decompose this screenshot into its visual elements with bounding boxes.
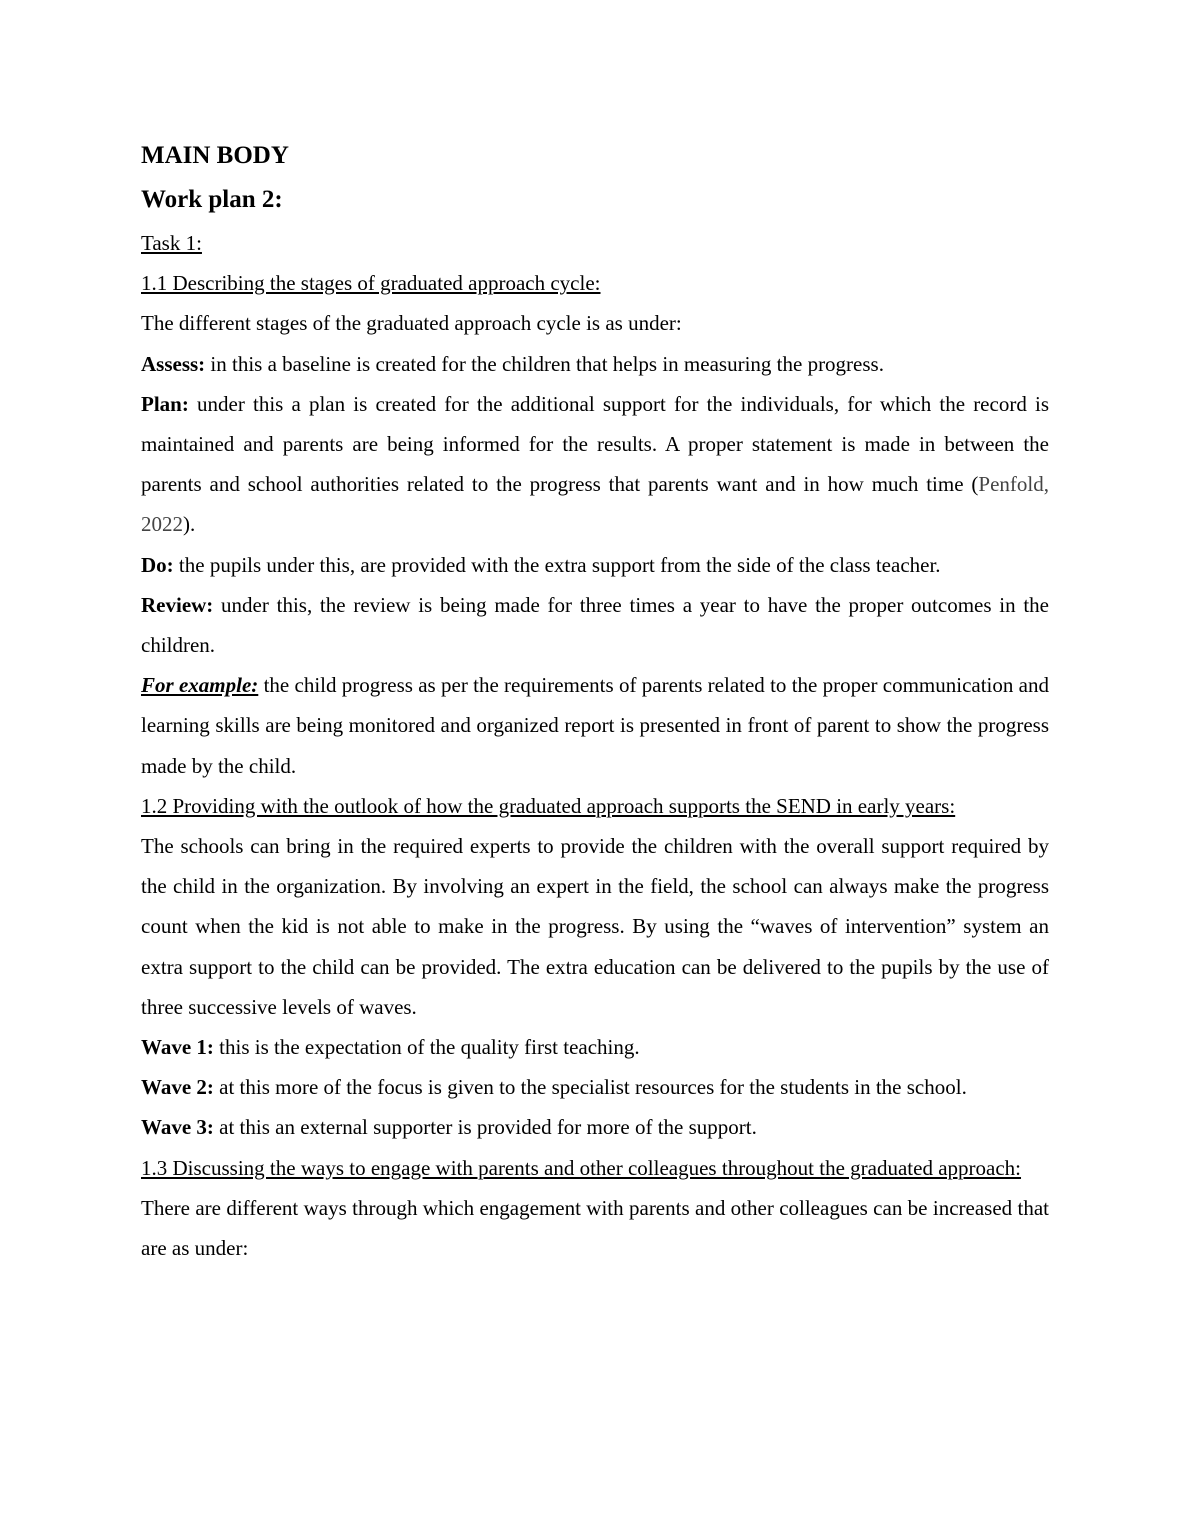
section-1-3-heading (141, 1148, 1049, 1188)
review-label: Review: (141, 592, 214, 617)
task-heading-text: Task 1: (141, 231, 202, 255)
section-1-3-heading-text: 1.3 Discussing the ways to engage with parents and other colleagues throughout the graduated approach: (141, 1155, 1022, 1180)
example-label: For example: (141, 673, 259, 698)
do-label: Do: (141, 552, 174, 577)
assess-paragraph (141, 344, 1049, 384)
section-1-1-heading-text: 1.1 Describing the stages of graduated approach cycle: (141, 271, 601, 296)
wave-3-label: Wave 3: (141, 1115, 214, 1140)
section-1-1-heading (141, 263, 1049, 303)
example-paragraph (141, 665, 1049, 786)
section-1-2-heading (141, 786, 1049, 826)
wave-1-text: this is the expectation of the quality first teaching. (213, 1035, 640, 1060)
wave-3-text: at this an external supporter is provided for more of the support. (213, 1115, 757, 1140)
main-body-heading: MAIN BODY (141, 142, 289, 169)
wave-2-text: at this more of the focus is given to the specialist resources for the students in the school. (213, 1075, 967, 1100)
plan-text: under this a plan is created for the additional support for the individuals, for which the record is maintained and parents are being informed for the results. A proper statement is made in between the parents and school authorities related to the progress that parents want and in how much time ( (141, 391, 1049, 497)
assess-label: Assess: (141, 351, 206, 376)
plan-citation: Penfold, 2022 (141, 472, 1049, 537)
section-1-2-heading-text: 1.2 Providing with the outlook of how the graduated approach supports the SEND in early years: (141, 793, 956, 818)
wave-1-label: Wave 1: (141, 1035, 214, 1060)
do-text: the pupils under this, are provided with the extra support from the side of the class teacher. (173, 552, 941, 577)
wave-1-paragraph (141, 1027, 1049, 1067)
do-paragraph (141, 545, 1049, 585)
review-paragraph (141, 585, 1049, 665)
example-text: the child progress as per the requirements of parents related to the proper communication and learning skills are being monitored and organized report is presented in front of parent to show the progress made by the child. (141, 673, 1049, 778)
review-text: under this, the review is being made for three times a year to have the proper outcomes in the children. (141, 592, 1049, 658)
plan-end: ). (183, 512, 196, 537)
section-1-2-paragraph: The schools can bring in the required experts to provide the children with the overall support required by the child in the organization. By involving an expert in the field, the school can always make the progress count when the kid is not able to make in the progress. By using the “waves of intervention” system an extra support to the child can be provided. The extra education can be delivered to the pupils by the use of three successive levels of waves. (141, 834, 1049, 1019)
wave-2-paragraph (141, 1067, 1049, 1107)
wave-2-label: Wave 2: (141, 1075, 214, 1100)
section-1-1-intro: The different stages of the graduated approach cycle is as under: (141, 311, 682, 336)
section-1-3-paragraph: There are different ways through which engagement with parents and other colleagues can be increased that are as under: (141, 1195, 1049, 1261)
work-plan-heading: Work plan 2: (141, 186, 283, 213)
wave-3-paragraph (141, 1107, 1049, 1147)
plan-paragraph (141, 384, 1049, 545)
assess-text: in this a baseline is created for the children that helps in measuring the progress. (205, 351, 884, 376)
plan-label: Plan: (141, 391, 189, 416)
task-heading (141, 223, 1049, 263)
